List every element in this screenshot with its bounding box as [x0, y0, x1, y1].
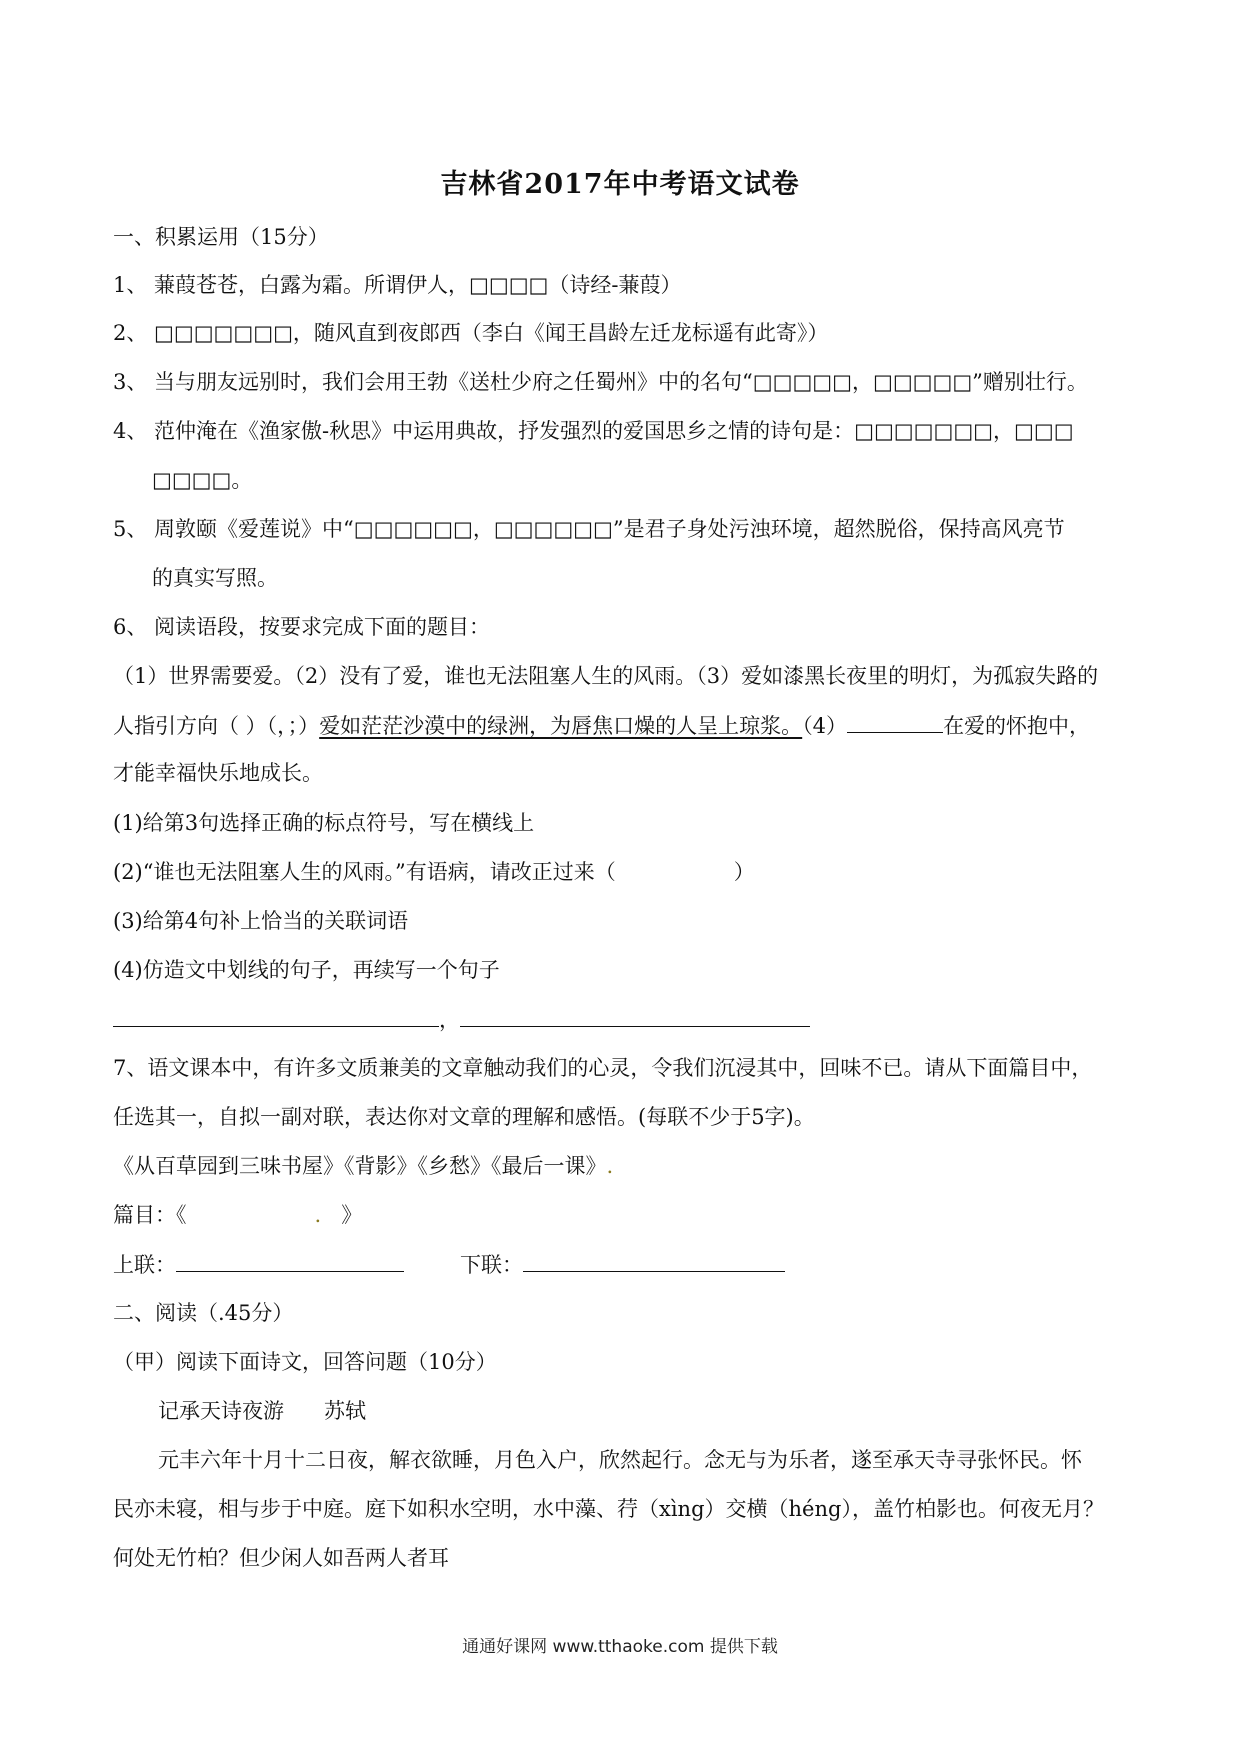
question-6-prompt: 6、 阅读语段，按要求完成下面的题目：: [113, 615, 491, 639]
subquestion-2-text: (2)“谁也无法阻塞人生的风雨。”有语病，请改正过来（: [113, 860, 616, 884]
question-5-line-1: 5、 周敦颐《爱莲说》中“□□□□□□，□□□□□□”是君子身处污浊环境，超然脱俗，保持高风亮节: [113, 517, 1065, 541]
question-1: 1、 蒹葭苍苍，白露为霜。所谓伊人，□□□□（诗经-蒹葭）: [113, 273, 682, 297]
upper-couplet-blank[interactable]: [176, 1249, 404, 1272]
passage-text: 人指引方向（ ）（，；）: [113, 714, 320, 738]
upper-couplet-label: 上联：: [113, 1253, 176, 1277]
comma: ，: [439, 1008, 460, 1032]
poem-title: 记承天诗夜游: [158, 1399, 284, 1423]
answer-line-2[interactable]: [460, 1004, 810, 1027]
answer-line-1[interactable]: [113, 1004, 439, 1027]
poem-text-line-1: 元丰六年十月十二日夜，解衣欲睡，月色入户，欣然起行。念无与为乐者，遂至承天寺寻张怀民。怀: [158, 1448, 1082, 1472]
article-choice-close: 》: [341, 1203, 363, 1227]
article-choice-label: 篇目：《: [113, 1203, 187, 1227]
part-a-heading: （甲）阅读下面诗文，回答问题（10分）: [113, 1350, 497, 1374]
article-titles: [113, 1151, 1143, 1181]
lower-couplet-label: 下联：: [460, 1253, 523, 1277]
underlined-sentence: 爱如茫茫沙漠中的绿洲，为唇焦口燥的人呈上琼浆。: [319, 714, 803, 738]
passage-line-2: [113, 710, 1143, 741]
passage-text: （4）: [802, 714, 848, 738]
answer-lines: [113, 1004, 1143, 1035]
poem-text-line-2: 民亦未寝，相与步于中庭。庭下如积水空明，水中藻、荇（xìng）交横（héng），盖竹柏影也。何夜无月？: [113, 1497, 1104, 1521]
lower-couplet-blank[interactable]: [523, 1249, 785, 1272]
section-heading-1: 一、积累运用（15分）: [113, 225, 329, 249]
article-choice: [113, 1200, 1143, 1230]
question-4-line-1: 4、 范仲淹在《渔家傲-秋思》中运用典故，抒发强烈的爱国思乡之情的诗句是：□□□□□□□，□□□: [113, 419, 1074, 443]
question-3: 3、 当与朋友远别时，我们会用王勃《送杜少府之任蜀州》中的名句“□□□□□，□□□□□”赠别壮行。: [113, 370, 1088, 394]
answer-blank[interactable]: [847, 710, 943, 733]
question-2: 2、 □□□□□□□，随风直到夜郎西（李白《闻王昌龄左迁龙标遥有此寄》）: [113, 321, 829, 345]
passage-line-1: （1）世界需要爱。（2）没有了爱，谁也无法阻塞人生的风雨。（3）爱如漆黑长夜里的明灯，为孤寂失路的: [113, 664, 1099, 688]
section-heading-2: 二、阅读（.45分）: [113, 1301, 294, 1325]
passage-line-3: 才能幸福快乐地成长。: [113, 761, 323, 785]
passage-text: 在爱的怀抱中，: [943, 714, 1091, 738]
article-choice-dot: .: [314, 1203, 322, 1227]
subquestion-3: (3)给第4句补上恰当的关联词语: [113, 909, 409, 933]
subquestion-1: (1)给第3句选择正确的标点符号，写在横线上: [113, 811, 535, 835]
couplet-row: [113, 1249, 1143, 1280]
closing-paren: ）: [733, 860, 755, 884]
titles-dot: .: [606, 1154, 614, 1178]
question-7-line-2: 任选其一，自拟一副对联，表达你对文章的理解和感悟。(每联不少于5字)。: [113, 1105, 815, 1129]
subquestion-4: (4)仿造文中划线的句子，再续写一个句子: [113, 958, 500, 982]
question-4-line-2: □□□□。: [152, 468, 253, 492]
question-7-line-1: 7、语文课本中，有许多文质兼美的文章触动我们的心灵，令我们沉浸其中，回味不已。请从下面篇目中，: [113, 1056, 1093, 1080]
question-5-line-2: 的真实写照。: [152, 566, 278, 590]
article-titles-text: 《从百草园到三味书屋》《背影》《乡愁》《最后一课》: [113, 1154, 607, 1178]
poem-header: [158, 1396, 1188, 1426]
exam-title: 吉林省2017年中考语文试卷: [440, 169, 800, 200]
page-footer: 通通好课网 www.tthaoke.com 提供下载: [462, 1637, 778, 1657]
poem-author: 苏轼: [324, 1399, 366, 1423]
poem-text-line-3: 何处无竹柏？但少闲人如吾两人者耳: [113, 1546, 449, 1570]
subquestion-2: [113, 857, 1143, 887]
